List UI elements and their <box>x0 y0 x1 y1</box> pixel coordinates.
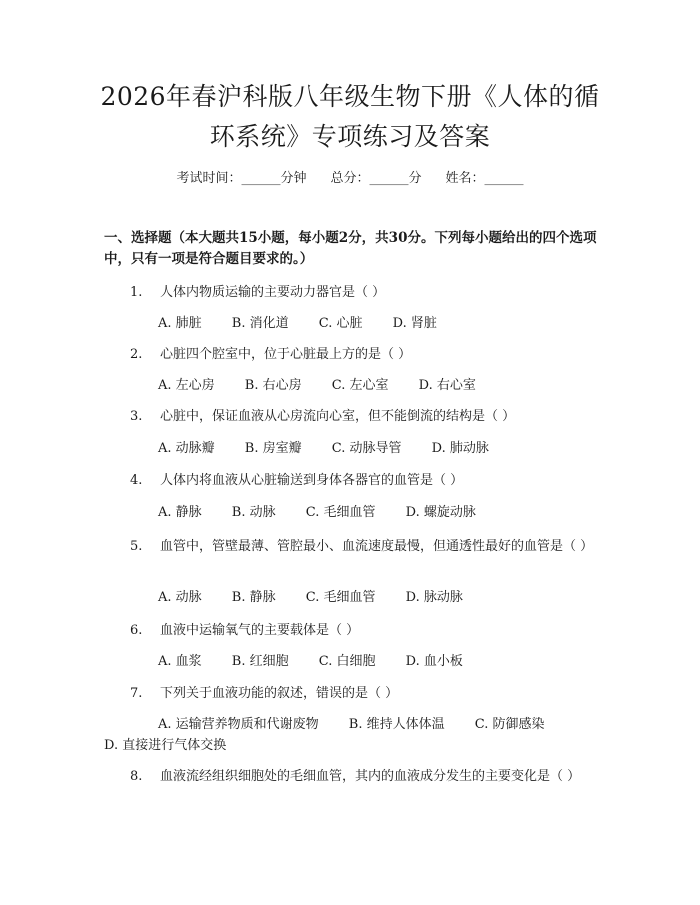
option-b: B. 维持人体体温 <box>348 717 445 732</box>
exam-meta-line <box>0 170 700 188</box>
option-a: A. 静脉 <box>158 505 202 520</box>
question-text: 下列关于血液功能的叙述，错误的是（ ） <box>160 686 399 701</box>
option-c: C. 白细胞 <box>318 654 376 669</box>
question-1-options <box>158 313 437 334</box>
option-d: D. 血小板 <box>405 654 463 669</box>
option-c: C. 心脏 <box>318 316 363 331</box>
question-2 <box>104 344 594 365</box>
option-a: A. 左心房 <box>158 378 215 393</box>
question-text: 心脏中，保证血液从心房流向心室，但不能倒流的结构是（ ） <box>160 409 516 424</box>
question-text: 血管中，管壁最薄、管腔最小、血流速度最慢，但通透性最好的血管是（ ） <box>160 539 594 554</box>
question-number: 6. <box>130 623 143 638</box>
question-5 <box>104 536 594 557</box>
question-7 <box>104 683 594 704</box>
option-d: D. 直接进行气体交换 <box>104 738 227 753</box>
option-b: B. 静脉 <box>231 590 276 605</box>
option-d: D. 螺旋动脉 <box>405 505 476 520</box>
question-number: 2. <box>130 347 143 362</box>
question-1 <box>104 282 594 303</box>
question-text: 人体内将血液从心脏输送到身体各器官的血管是（ ） <box>160 473 464 488</box>
section-heading-multiple-choice: 一、选择题（本大题共15小题，每小题2分，共30分。下列每小题给出的四个选项中，只有一项是符合题目要求的。） <box>104 230 597 267</box>
question-text: 血液中运输氧气的主要载体是（ ） <box>160 623 360 638</box>
question-3-options <box>158 438 489 459</box>
option-d: D. 肾脏 <box>392 316 437 331</box>
option-c: C. 动脉导管 <box>331 441 402 456</box>
question-number: 4. <box>130 473 143 488</box>
option-c: C. 毛细血管 <box>305 590 376 605</box>
option-a: A. 动脉瓣 <box>158 441 215 456</box>
student-name-field: 姓名：______ <box>445 171 524 186</box>
question-8 <box>104 766 594 787</box>
question-6-options <box>158 651 463 672</box>
option-b: B. 右心房 <box>244 378 302 393</box>
option-b: B. 红细胞 <box>231 654 289 669</box>
question-5-options <box>158 587 463 608</box>
option-c: C. 左心室 <box>331 378 389 393</box>
question-text: 人体内物质运输的主要动力器官是（ ） <box>160 285 386 300</box>
question-text: 心脏四个腔室中，位于心脏最上方的是（ ） <box>160 347 412 362</box>
question-number: 7. <box>130 686 143 701</box>
question-4 <box>104 470 594 491</box>
option-a: A. 动脉 <box>158 590 202 605</box>
option-a: A. 运输营养物质和代谢废物 <box>158 717 319 732</box>
document-title-line-2: 环系统》专项练习及答案 <box>209 122 491 151</box>
option-a: A. 血浆 <box>158 654 202 669</box>
question-2-options <box>158 375 476 396</box>
question-7-options <box>104 714 584 756</box>
option-c: C. 防御感染 <box>474 717 545 732</box>
option-d: D. 右心室 <box>418 378 476 393</box>
question-number: 5. <box>130 539 143 554</box>
question-text: 血液流经组织细胞处的毛细血管，其内的血液成分发生的主要变化是（ ） <box>160 769 581 784</box>
question-number: 1. <box>130 285 143 300</box>
option-d: D. 肺动脉 <box>431 441 489 456</box>
option-b: B. 消化道 <box>231 316 289 331</box>
option-c: C. 毛细血管 <box>305 505 376 520</box>
option-b: B. 动脉 <box>231 505 276 520</box>
question-number: 3. <box>130 409 143 424</box>
option-a: A. 肺脏 <box>158 316 202 331</box>
option-d: D. 脉动脉 <box>405 590 463 605</box>
question-6 <box>104 620 594 641</box>
question-3 <box>104 406 594 427</box>
question-4-options <box>158 502 476 523</box>
question-number: 8. <box>130 769 143 784</box>
exam-time-field: 考试时间：______分钟 <box>176 171 307 186</box>
option-b: B. 房室瓣 <box>244 441 302 456</box>
document-title-line-1: 2026年春沪科版八年级生物下册《人体的循 <box>100 82 600 111</box>
total-score-field: 总分：______分 <box>330 171 422 186</box>
